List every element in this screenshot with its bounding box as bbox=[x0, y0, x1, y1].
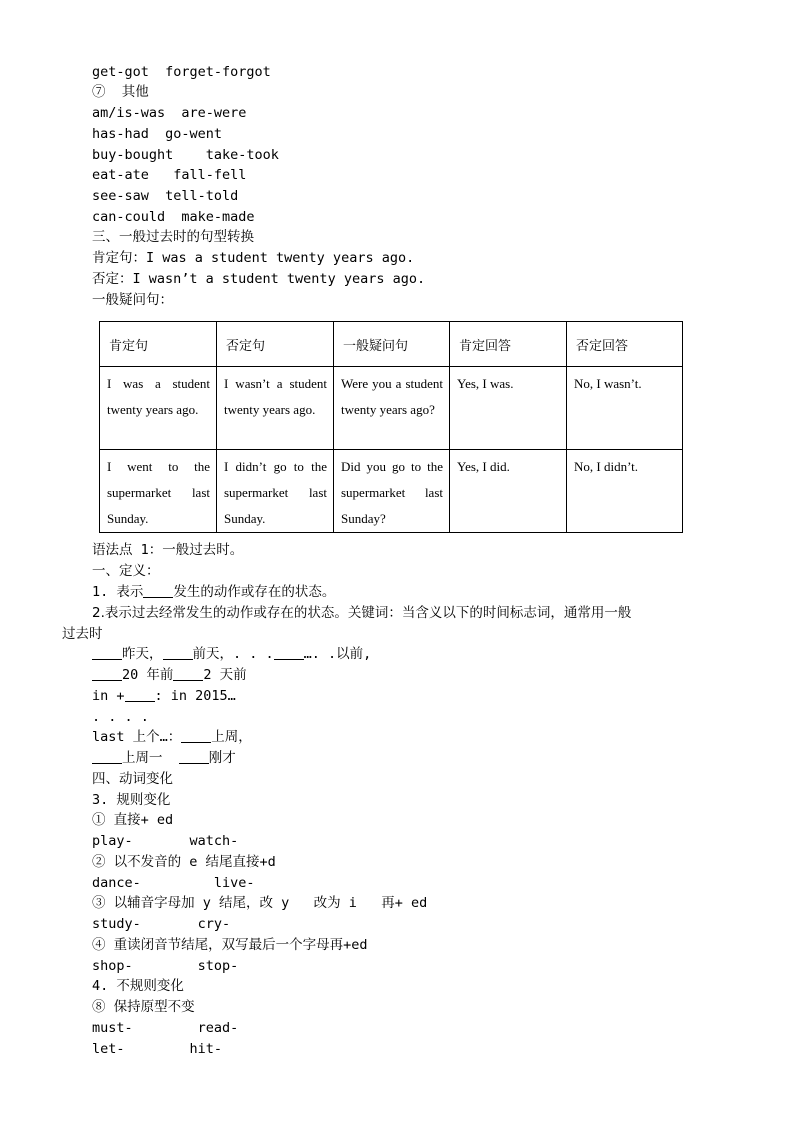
table-row bbox=[100, 367, 683, 450]
blank-line bbox=[92, 749, 122, 764]
table-cell: Were you a student twenty years ago? bbox=[334, 367, 450, 450]
blank-line bbox=[125, 687, 155, 702]
verb-pair-line: has-had go-went bbox=[92, 126, 223, 142]
table-header-cell: 否定回答 bbox=[567, 322, 683, 367]
rule-2-example: dance- live- bbox=[92, 875, 255, 891]
table-cell: I went to the supermarket last Sunday. bbox=[100, 450, 217, 533]
rule-1-example: play- watch- bbox=[92, 833, 239, 849]
rule-4-example: shop- stop- bbox=[92, 958, 239, 974]
blank-line bbox=[163, 645, 193, 660]
table-header-cell: 肯定回答 bbox=[450, 322, 567, 367]
blank-line bbox=[92, 666, 122, 681]
time-marker-line: 上周一 刚才 bbox=[92, 748, 236, 768]
verbs-heading: 四、动词变化 bbox=[92, 771, 173, 787]
time-marker-line: 20 年前 2 天前 bbox=[92, 665, 247, 685]
section-label-other: ⑦ 其他 bbox=[92, 84, 149, 100]
table-header-row bbox=[100, 322, 683, 367]
negative-sentence: 否定：I wasn’t a student twenty years ago. bbox=[92, 271, 426, 287]
table-header-cell: 肯定句 bbox=[100, 322, 217, 367]
blank-line bbox=[143, 583, 173, 598]
blank-line bbox=[181, 728, 211, 743]
definition-heading: 一、定义： bbox=[92, 563, 160, 579]
table-header-cell: 否定句 bbox=[217, 322, 334, 367]
irregular-example: must- read- bbox=[92, 1020, 239, 1036]
time-marker-line: in + : in 2015… bbox=[92, 688, 236, 704]
table-cell: Yes, I was. bbox=[450, 367, 567, 450]
regular-heading: 3. 规则变化 bbox=[92, 792, 171, 808]
table-row bbox=[100, 450, 683, 533]
table-cell: No, I wasn’t. bbox=[567, 367, 683, 450]
table-cell: I wasn’t a student twenty years ago. bbox=[217, 367, 334, 450]
verb-pair-line: eat-ate fall-fell bbox=[92, 167, 247, 183]
verb-pair-line: get-got forget-forgot bbox=[92, 64, 271, 80]
table-header-cell: 一般疑问句 bbox=[334, 322, 450, 367]
table-cell: Yes, I did. bbox=[450, 450, 567, 533]
rule-3-example: study- cry- bbox=[92, 916, 231, 932]
rule-2: ② 以不发音的 e 结尾直接+d bbox=[92, 854, 276, 870]
rule-1: ① 直接+ ed bbox=[92, 812, 174, 828]
definition-item-2: 2.表示过去经常发生的动作或存在的状态。关键词：当含义以下的时间标志词，通常用一般 bbox=[92, 605, 632, 621]
irregular-example: let- hit- bbox=[92, 1041, 223, 1057]
blank-line bbox=[179, 749, 209, 764]
grammar-point-title: 语法点 1：一般过去时。 bbox=[92, 542, 244, 558]
blank-line bbox=[92, 645, 122, 660]
verb-pair-line: am/is-was are-were bbox=[92, 105, 247, 121]
time-marker-line: last 上个…： 上周， bbox=[92, 729, 252, 745]
verb-pair-line: buy-bought take-took bbox=[92, 147, 279, 163]
time-marker-line: 昨天， 前天，. . . …. .以前, bbox=[92, 644, 371, 664]
verb-pair-line: see-saw tell-told bbox=[92, 188, 239, 204]
verb-pair-line: can-could make-made bbox=[92, 209, 255, 225]
table-cell: No, I didn’t. bbox=[567, 450, 683, 533]
ellipsis-line: . . . . bbox=[92, 709, 149, 725]
rule-3: ③ 以辅音字母加 y 结尾，改 y 改为 i 再+ ed bbox=[92, 895, 428, 911]
definition-item-1: 1. 表示 发生的动作或存在的状态。 bbox=[92, 584, 336, 600]
blank-line bbox=[173, 666, 203, 681]
irregular-heading: 4. 不规则变化 bbox=[92, 978, 184, 994]
blank-line bbox=[274, 645, 304, 660]
sentence-table bbox=[99, 321, 683, 533]
rule-4: ④ 重读闭音节结尾，双写最后一个字母再+ed bbox=[92, 937, 368, 953]
affirmative-sentence: 肯定句：I was a student twenty years ago. bbox=[92, 250, 415, 266]
table-cell: I was a student twenty years ago. bbox=[100, 367, 217, 450]
question-label: 一般疑问句： bbox=[92, 292, 173, 308]
table-cell: Did you go to the supermarket last Sunday? bbox=[334, 450, 450, 533]
section-heading: 三、一般过去时的句型转换 bbox=[92, 229, 254, 245]
irregular-rule-1: ⑧ 保持原型不变 bbox=[92, 999, 195, 1015]
definition-item-2-cont: 过去时 bbox=[62, 626, 103, 642]
table-cell: I didn’t go to the supermarket last Sunday. bbox=[217, 450, 334, 533]
